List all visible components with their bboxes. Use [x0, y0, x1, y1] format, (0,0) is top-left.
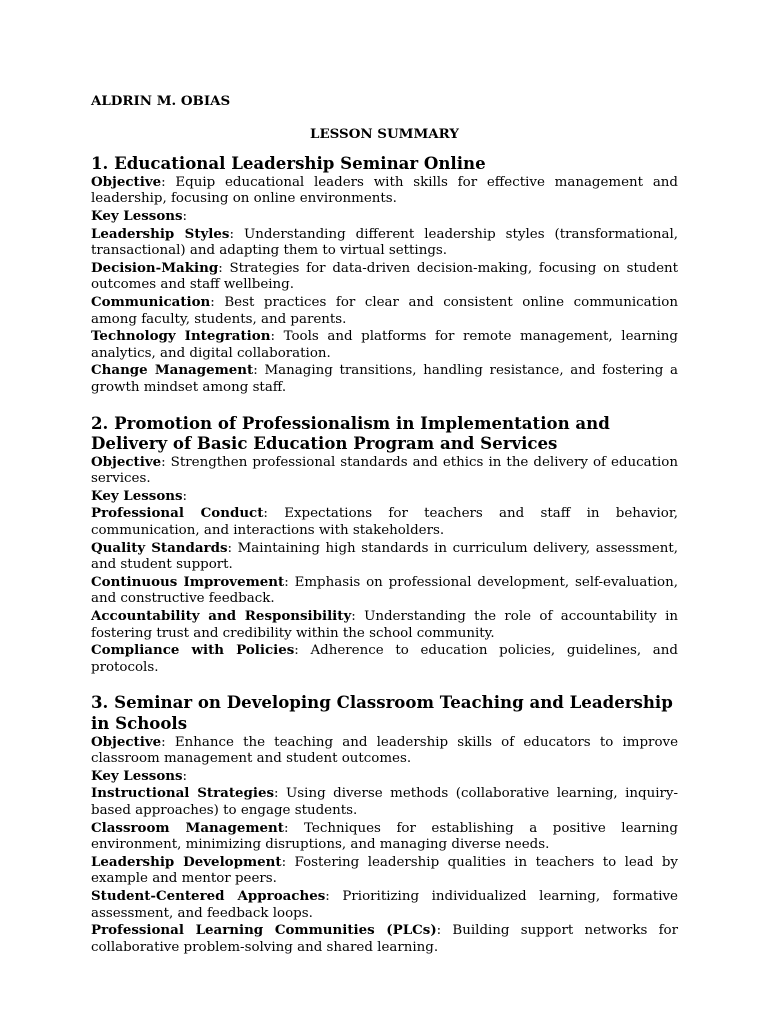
author-name: ALDRIN M. OBIAS: [91, 93, 231, 109]
lesson-term: Leadership Development: [91, 853, 282, 870]
lesson-term: Decision-Making: [91, 259, 219, 276]
key-lessons-heading: [91, 768, 678, 786]
lesson-term: Accountability and Responsibility: [91, 608, 352, 625]
lesson-term: Instructional Strategies: [91, 785, 275, 802]
lesson-text: : Managing transitions, handling resistance, and fostering a growth mindset among staff.: [91, 363, 678, 395]
lesson-text: : Techniques for establishing a positive learning environment, minimizing disruptions, and managing diverse needs.: [91, 820, 679, 853]
section-heading: 1. Educational Leadership Seminar Online: [91, 153, 486, 174]
lesson-item: [91, 785, 678, 819]
objective-paragraph: [91, 174, 678, 208]
objective-text: : Equip educational leaders with skills for effective management and leadership, focusing on online environments.: [91, 174, 678, 207]
lesson-term: Professional Learning Communities (PLCs): [91, 922, 437, 939]
lesson-item: [91, 608, 678, 642]
lesson-item: [91, 540, 678, 574]
objective-text: : Enhance the teaching and leadership skills of educators to improve classroom management and student outcomes.: [91, 734, 678, 767]
key-lessons-colon: :: [182, 208, 188, 224]
lesson-item: [91, 922, 678, 956]
key-lessons-label: Key Lessons: [91, 767, 183, 784]
lesson-text: : Best practices for clear and consistent online communication among faculty, students, and parents.: [91, 294, 678, 327]
lesson-text: : Using diverse methods (collaborative learning, inquiry-based approaches) to engage students.: [91, 786, 678, 818]
lesson-item: [91, 820, 678, 854]
lesson-text: : Understanding the role of accountability in fostering trust and credibility within the school community.: [91, 609, 678, 641]
lesson-text: : Strategies for data-driven decision-making, focusing on student outcomes and staff wellbeing.: [91, 260, 678, 293]
lesson-text: : Expectations for teachers and staff in behavior, communication, and interactions with stakeholders.: [91, 506, 679, 539]
lesson-item: [91, 574, 678, 608]
key-lessons-label: Key Lessons: [91, 207, 183, 224]
lesson-text: : Maintaining high standards in curriculum delivery, assessment, and student support.: [91, 540, 678, 573]
objective-label: Objective: [91, 453, 162, 470]
key-lessons-colon: :: [182, 488, 188, 504]
lesson-text: : Emphasis on professional development, self-evaluation, and constructive feedback.: [91, 574, 678, 607]
lesson-term: Change Management: [91, 362, 254, 379]
lesson-text: : Understanding different leadership styles (transformational, transactional) and adapting them to virtual settings.: [91, 226, 679, 259]
lesson-item: [91, 362, 678, 396]
section-professionalism: [91, 413, 678, 677]
lesson-text: : Building support networks for collaborative problem-solving and shared learning.: [91, 923, 678, 955]
lesson-term: Classroom Management: [91, 819, 284, 836]
lesson-item: [91, 328, 678, 362]
lesson-text: : Adherence to education policies, guidelines, and protocols.: [91, 643, 678, 675]
lesson-item: [91, 226, 678, 260]
objective-label: Objective: [91, 733, 162, 750]
lesson-item: [91, 854, 678, 888]
key-lessons-colon: :: [182, 768, 188, 784]
lesson-term: Quality Standards: [91, 539, 228, 556]
lesson-term: Student-Centered Approaches: [91, 887, 326, 904]
lesson-item: [91, 642, 678, 676]
key-lessons-heading: [91, 208, 678, 226]
lesson-term: Communication: [91, 293, 211, 310]
objective-paragraph: [91, 734, 678, 768]
document-title: LESSON SUMMARY: [310, 125, 459, 142]
lesson-term: Professional Conduct: [91, 505, 264, 522]
document-page: [91, 93, 678, 956]
section-heading: 3. Seminar on Developing Classroom Teaching and Leadership in Schools: [91, 692, 673, 733]
lesson-text: : Tools and platforms for remote management, learning analytics, and digital collaboration.: [91, 329, 678, 361]
objective-text: : Strengthen professional standards and ethics in the delivery of education services.: [91, 454, 678, 487]
section-heading: 2. Promotion of Professionalism in Implementation and Delivery of Basic Education Program and Services: [91, 412, 610, 454]
section-classroom-teaching: [91, 692, 678, 956]
lesson-term: Leadership Styles: [91, 225, 230, 242]
lesson-term: Technology Integration: [91, 328, 271, 345]
lesson-item: [91, 505, 678, 539]
lesson-item: [91, 888, 678, 922]
section-educational-leadership: [91, 153, 678, 396]
lesson-item: [91, 260, 678, 294]
lesson-term: Continuous Improvement: [91, 573, 285, 590]
lesson-term: Compliance with Policies: [91, 642, 295, 659]
objective-label: Objective: [91, 173, 162, 190]
lesson-text: : Prioritizing individualized learning, formative assessment, and feedback loops.: [91, 888, 678, 921]
objective-paragraph: [91, 454, 678, 488]
key-lessons-label: Key Lessons: [91, 487, 183, 504]
lesson-item: [91, 294, 678, 328]
key-lessons-heading: [91, 488, 678, 506]
lesson-text: : Fostering leadership qualities in teachers to lead by example and mentor peers.: [91, 854, 679, 887]
